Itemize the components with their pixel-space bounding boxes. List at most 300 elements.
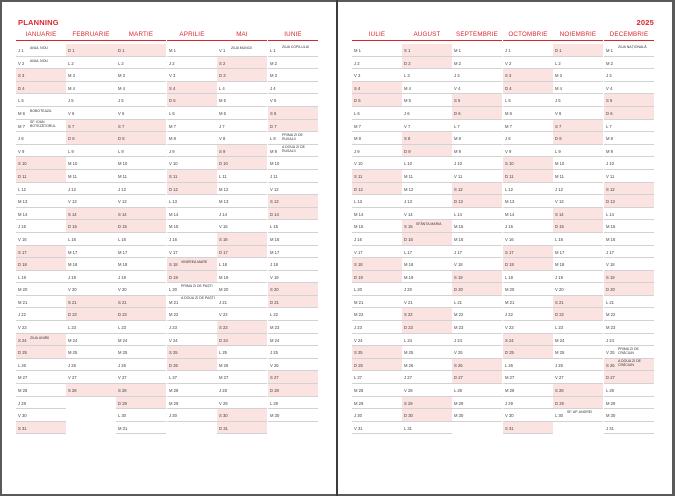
day-row[interactable] <box>116 94 166 107</box>
day-row[interactable] <box>268 107 318 120</box>
day-row[interactable] <box>452 371 502 384</box>
day-row[interactable] <box>352 359 402 372</box>
day-row[interactable] <box>268 384 318 397</box>
day-row[interactable] <box>66 145 116 158</box>
day-row[interactable] <box>402 157 452 170</box>
day-row[interactable] <box>604 371 654 384</box>
day-row[interactable] <box>116 271 166 284</box>
day-row[interactable] <box>604 107 654 120</box>
day-row[interactable] <box>553 208 603 221</box>
day-row[interactable] <box>402 44 452 57</box>
day-row[interactable] <box>402 384 452 397</box>
day-row[interactable] <box>66 44 116 57</box>
day-row[interactable] <box>503 409 553 422</box>
day-row[interactable] <box>268 359 318 372</box>
day-row[interactable] <box>16 422 66 435</box>
day-row[interactable] <box>553 145 603 158</box>
day-row[interactable] <box>116 208 166 221</box>
day-row[interactable] <box>402 233 452 246</box>
day-row[interactable] <box>217 308 267 321</box>
day-row[interactable] <box>553 397 603 410</box>
day-row[interactable] <box>217 44 267 57</box>
day-row[interactable] <box>352 157 402 170</box>
day-row[interactable] <box>604 57 654 70</box>
day-row[interactable] <box>604 246 654 259</box>
day-row[interactable] <box>217 69 267 82</box>
day-row[interactable] <box>217 170 267 183</box>
day-row[interactable] <box>217 57 267 70</box>
day-row[interactable] <box>352 371 402 384</box>
day-row[interactable] <box>116 258 166 271</box>
day-row[interactable] <box>116 132 166 145</box>
day-row[interactable] <box>604 132 654 145</box>
day-row[interactable] <box>116 195 166 208</box>
day-row[interactable] <box>268 233 318 246</box>
day-row[interactable] <box>402 246 452 259</box>
day-row[interactable] <box>116 107 166 120</box>
day-row[interactable] <box>217 296 267 309</box>
day-row[interactable] <box>604 44 654 57</box>
day-row[interactable] <box>503 120 553 133</box>
day-row[interactable] <box>217 132 267 145</box>
day-row[interactable] <box>402 220 452 233</box>
day-row[interactable] <box>268 183 318 196</box>
day-row[interactable] <box>217 346 267 359</box>
day-row[interactable] <box>604 157 654 170</box>
day-row[interactable] <box>553 57 603 70</box>
day-row[interactable] <box>452 296 502 309</box>
day-row[interactable] <box>66 208 116 221</box>
day-row[interactable] <box>66 321 116 334</box>
day-row[interactable] <box>16 220 66 233</box>
day-row[interactable] <box>402 170 452 183</box>
day-row[interactable] <box>402 57 452 70</box>
day-row[interactable] <box>217 246 267 259</box>
day-row[interactable] <box>352 69 402 82</box>
day-row[interactable] <box>604 82 654 95</box>
day-row[interactable] <box>352 120 402 133</box>
day-row[interactable] <box>116 283 166 296</box>
day-row[interactable] <box>352 94 402 107</box>
day-row[interactable] <box>167 195 217 208</box>
day-row[interactable] <box>16 397 66 410</box>
day-row[interactable] <box>16 246 66 259</box>
day-row[interactable] <box>503 384 553 397</box>
day-row[interactable] <box>553 308 603 321</box>
day-row[interactable] <box>66 220 116 233</box>
day-row[interactable] <box>553 220 603 233</box>
day-row[interactable] <box>66 157 116 170</box>
day-row[interactable] <box>503 271 553 284</box>
day-row[interactable] <box>16 384 66 397</box>
day-row[interactable] <box>452 208 502 221</box>
day-row[interactable] <box>604 233 654 246</box>
day-row[interactable] <box>66 384 116 397</box>
day-row[interactable] <box>217 120 267 133</box>
day-row[interactable] <box>116 44 166 57</box>
day-row[interactable] <box>16 409 66 422</box>
day-row[interactable] <box>402 308 452 321</box>
day-row[interactable] <box>604 283 654 296</box>
day-row[interactable] <box>217 283 267 296</box>
day-row[interactable] <box>402 422 452 435</box>
day-row[interactable] <box>268 271 318 284</box>
day-row[interactable] <box>503 359 553 372</box>
day-row[interactable] <box>452 82 502 95</box>
day-row[interactable] <box>452 132 502 145</box>
day-row[interactable] <box>167 371 217 384</box>
day-row[interactable] <box>604 94 654 107</box>
day-row[interactable] <box>116 233 166 246</box>
day-row[interactable] <box>553 384 603 397</box>
day-row[interactable] <box>167 384 217 397</box>
day-row[interactable] <box>66 94 116 107</box>
day-row[interactable] <box>268 94 318 107</box>
day-row[interactable] <box>217 220 267 233</box>
day-row[interactable] <box>116 296 166 309</box>
day-row[interactable] <box>503 321 553 334</box>
day-row[interactable] <box>116 145 166 158</box>
day-row[interactable] <box>16 157 66 170</box>
day-row[interactable] <box>66 271 116 284</box>
day-row[interactable] <box>604 422 654 435</box>
day-row[interactable] <box>66 346 116 359</box>
day-row[interactable] <box>402 359 452 372</box>
day-row[interactable] <box>553 258 603 271</box>
day-row[interactable] <box>553 183 603 196</box>
day-row[interactable] <box>452 246 502 259</box>
day-row[interactable] <box>268 157 318 170</box>
day-row[interactable] <box>452 44 502 57</box>
day-row[interactable] <box>503 283 553 296</box>
day-row[interactable] <box>217 233 267 246</box>
day-row[interactable] <box>452 220 502 233</box>
day-row[interactable] <box>116 57 166 70</box>
day-row[interactable] <box>16 145 66 158</box>
day-row[interactable] <box>217 334 267 347</box>
day-row[interactable] <box>352 334 402 347</box>
day-row[interactable] <box>604 271 654 284</box>
day-row[interactable] <box>16 107 66 120</box>
day-row[interactable] <box>16 371 66 384</box>
day-row[interactable] <box>352 220 402 233</box>
day-row[interactable] <box>116 371 166 384</box>
day-row[interactable] <box>503 183 553 196</box>
day-row[interactable] <box>452 233 502 246</box>
day-row[interactable] <box>352 384 402 397</box>
day-row[interactable] <box>167 170 217 183</box>
day-row[interactable] <box>66 57 116 70</box>
day-row[interactable] <box>16 283 66 296</box>
day-row[interactable] <box>352 321 402 334</box>
day-row[interactable] <box>452 359 502 372</box>
day-row[interactable] <box>167 346 217 359</box>
day-row[interactable] <box>167 82 217 95</box>
day-row[interactable] <box>16 82 66 95</box>
day-row[interactable] <box>167 94 217 107</box>
day-row[interactable] <box>352 409 402 422</box>
day-row[interactable] <box>116 384 166 397</box>
day-row[interactable] <box>66 233 116 246</box>
day-row[interactable] <box>553 120 603 133</box>
day-row[interactable] <box>352 57 402 70</box>
day-row[interactable] <box>16 57 66 70</box>
day-row[interactable] <box>116 308 166 321</box>
day-row[interactable] <box>116 397 166 410</box>
day-row[interactable] <box>452 346 502 359</box>
day-row[interactable] <box>116 183 166 196</box>
day-row[interactable] <box>268 397 318 410</box>
day-row[interactable] <box>66 195 116 208</box>
day-row[interactable] <box>167 296 217 309</box>
day-row[interactable] <box>167 107 217 120</box>
day-row[interactable] <box>503 296 553 309</box>
day-row[interactable] <box>217 384 267 397</box>
day-row[interactable] <box>553 271 603 284</box>
day-row[interactable] <box>66 183 116 196</box>
day-row[interactable] <box>452 69 502 82</box>
day-row[interactable] <box>553 334 603 347</box>
day-row[interactable] <box>217 409 267 422</box>
day-row[interactable] <box>553 233 603 246</box>
day-row[interactable] <box>16 346 66 359</box>
day-row[interactable] <box>352 283 402 296</box>
day-row[interactable] <box>167 157 217 170</box>
day-row[interactable] <box>16 208 66 221</box>
day-row[interactable] <box>553 132 603 145</box>
day-row[interactable] <box>452 258 502 271</box>
day-row[interactable] <box>604 145 654 158</box>
day-row[interactable] <box>402 397 452 410</box>
day-row[interactable] <box>452 195 502 208</box>
day-row[interactable] <box>503 145 553 158</box>
day-row[interactable] <box>268 283 318 296</box>
day-row[interactable] <box>268 208 318 221</box>
day-row[interactable] <box>553 246 603 259</box>
day-row[interactable] <box>452 397 502 410</box>
day-row[interactable] <box>16 120 66 133</box>
day-row[interactable] <box>268 57 318 70</box>
day-row[interactable] <box>604 409 654 422</box>
day-row[interactable] <box>402 69 452 82</box>
day-row[interactable] <box>66 120 116 133</box>
day-row[interactable] <box>553 170 603 183</box>
day-row[interactable] <box>16 308 66 321</box>
day-row[interactable] <box>352 308 402 321</box>
day-row[interactable] <box>167 183 217 196</box>
day-row[interactable] <box>553 82 603 95</box>
day-row[interactable] <box>167 334 217 347</box>
day-row[interactable] <box>167 233 217 246</box>
day-row[interactable] <box>352 107 402 120</box>
day-row[interactable] <box>402 107 452 120</box>
day-row[interactable] <box>352 246 402 259</box>
day-row[interactable] <box>116 334 166 347</box>
day-row[interactable] <box>553 69 603 82</box>
day-row[interactable] <box>553 321 603 334</box>
day-row[interactable] <box>402 296 452 309</box>
day-row[interactable] <box>352 145 402 158</box>
day-row[interactable] <box>66 334 116 347</box>
day-row[interactable] <box>116 409 166 422</box>
day-row[interactable] <box>217 397 267 410</box>
day-row[interactable] <box>167 258 217 271</box>
day-row[interactable] <box>66 371 116 384</box>
day-row[interactable] <box>268 120 318 133</box>
day-row[interactable] <box>604 69 654 82</box>
day-row[interactable] <box>116 170 166 183</box>
day-row[interactable] <box>452 94 502 107</box>
day-row[interactable] <box>402 409 452 422</box>
day-row[interactable] <box>217 208 267 221</box>
day-row[interactable] <box>16 271 66 284</box>
day-row[interactable] <box>352 258 402 271</box>
day-row[interactable] <box>16 195 66 208</box>
day-row[interactable] <box>16 69 66 82</box>
day-row[interactable] <box>167 220 217 233</box>
day-row[interactable] <box>503 258 553 271</box>
day-row[interactable] <box>268 246 318 259</box>
day-row[interactable] <box>503 132 553 145</box>
day-row[interactable] <box>66 107 116 120</box>
day-row[interactable] <box>167 69 217 82</box>
day-row[interactable] <box>167 409 217 422</box>
day-row[interactable] <box>66 170 116 183</box>
day-row[interactable] <box>402 132 452 145</box>
day-row[interactable] <box>452 271 502 284</box>
day-row[interactable] <box>116 69 166 82</box>
day-row[interactable] <box>167 283 217 296</box>
day-row[interactable] <box>503 246 553 259</box>
day-row[interactable] <box>604 195 654 208</box>
day-row[interactable] <box>452 334 502 347</box>
day-row[interactable] <box>116 359 166 372</box>
day-row[interactable] <box>66 296 116 309</box>
day-row[interactable] <box>268 371 318 384</box>
day-row[interactable] <box>604 397 654 410</box>
day-row[interactable] <box>116 422 166 435</box>
day-row[interactable] <box>402 258 452 271</box>
day-row[interactable] <box>452 107 502 120</box>
day-row[interactable] <box>402 82 452 95</box>
day-row[interactable] <box>268 44 318 57</box>
day-row[interactable] <box>268 258 318 271</box>
day-row[interactable] <box>167 44 217 57</box>
day-row[interactable] <box>217 271 267 284</box>
day-row[interactable] <box>217 258 267 271</box>
day-row[interactable] <box>503 44 553 57</box>
day-row[interactable] <box>553 157 603 170</box>
day-row[interactable] <box>604 346 654 359</box>
day-row[interactable] <box>604 359 654 372</box>
day-row[interactable] <box>503 233 553 246</box>
day-row[interactable] <box>352 170 402 183</box>
day-row[interactable] <box>16 44 66 57</box>
day-row[interactable] <box>553 409 603 422</box>
day-row[interactable] <box>503 170 553 183</box>
day-row[interactable] <box>66 69 116 82</box>
day-row[interactable] <box>604 208 654 221</box>
day-row[interactable] <box>604 120 654 133</box>
day-row[interactable] <box>402 120 452 133</box>
day-row[interactable] <box>553 371 603 384</box>
day-row[interactable] <box>402 346 452 359</box>
day-row[interactable] <box>352 296 402 309</box>
day-row[interactable] <box>553 195 603 208</box>
day-row[interactable] <box>503 57 553 70</box>
day-row[interactable] <box>167 246 217 259</box>
day-row[interactable] <box>268 308 318 321</box>
day-row[interactable] <box>452 120 502 133</box>
day-row[interactable] <box>268 132 318 145</box>
day-row[interactable] <box>66 308 116 321</box>
day-row[interactable] <box>553 296 603 309</box>
day-row[interactable] <box>217 195 267 208</box>
day-row[interactable] <box>452 321 502 334</box>
day-row[interactable] <box>217 183 267 196</box>
day-row[interactable] <box>452 384 502 397</box>
day-row[interactable] <box>352 233 402 246</box>
day-row[interactable] <box>452 170 502 183</box>
day-row[interactable] <box>167 397 217 410</box>
day-row[interactable] <box>402 195 452 208</box>
day-row[interactable] <box>402 321 452 334</box>
day-row[interactable] <box>402 283 452 296</box>
day-row[interactable] <box>268 195 318 208</box>
day-row[interactable] <box>503 82 553 95</box>
day-row[interactable] <box>604 183 654 196</box>
day-row[interactable] <box>503 195 553 208</box>
day-row[interactable] <box>16 321 66 334</box>
day-row[interactable] <box>16 233 66 246</box>
day-row[interactable] <box>503 69 553 82</box>
day-row[interactable] <box>167 57 217 70</box>
day-row[interactable] <box>116 120 166 133</box>
day-row[interactable] <box>503 334 553 347</box>
day-row[interactable] <box>16 170 66 183</box>
day-row[interactable] <box>66 246 116 259</box>
day-row[interactable] <box>16 296 66 309</box>
day-row[interactable] <box>268 296 318 309</box>
day-row[interactable] <box>352 82 402 95</box>
day-row[interactable] <box>268 409 318 422</box>
day-row[interactable] <box>604 384 654 397</box>
day-row[interactable] <box>352 208 402 221</box>
day-row[interactable] <box>217 82 267 95</box>
day-row[interactable] <box>16 183 66 196</box>
day-row[interactable] <box>452 57 502 70</box>
day-row[interactable] <box>268 170 318 183</box>
day-row[interactable] <box>167 145 217 158</box>
day-row[interactable] <box>503 397 553 410</box>
day-row[interactable] <box>604 308 654 321</box>
day-row[interactable] <box>16 359 66 372</box>
day-row[interactable] <box>553 107 603 120</box>
day-row[interactable] <box>503 220 553 233</box>
day-row[interactable] <box>66 82 116 95</box>
day-row[interactable] <box>402 145 452 158</box>
day-row[interactable] <box>268 145 318 158</box>
day-row[interactable] <box>553 359 603 372</box>
day-row[interactable] <box>553 283 603 296</box>
day-row[interactable] <box>503 208 553 221</box>
day-row[interactable] <box>402 183 452 196</box>
day-row[interactable] <box>167 271 217 284</box>
day-row[interactable] <box>16 334 66 347</box>
day-row[interactable] <box>66 258 116 271</box>
day-row[interactable] <box>217 371 267 384</box>
day-row[interactable] <box>503 422 553 435</box>
